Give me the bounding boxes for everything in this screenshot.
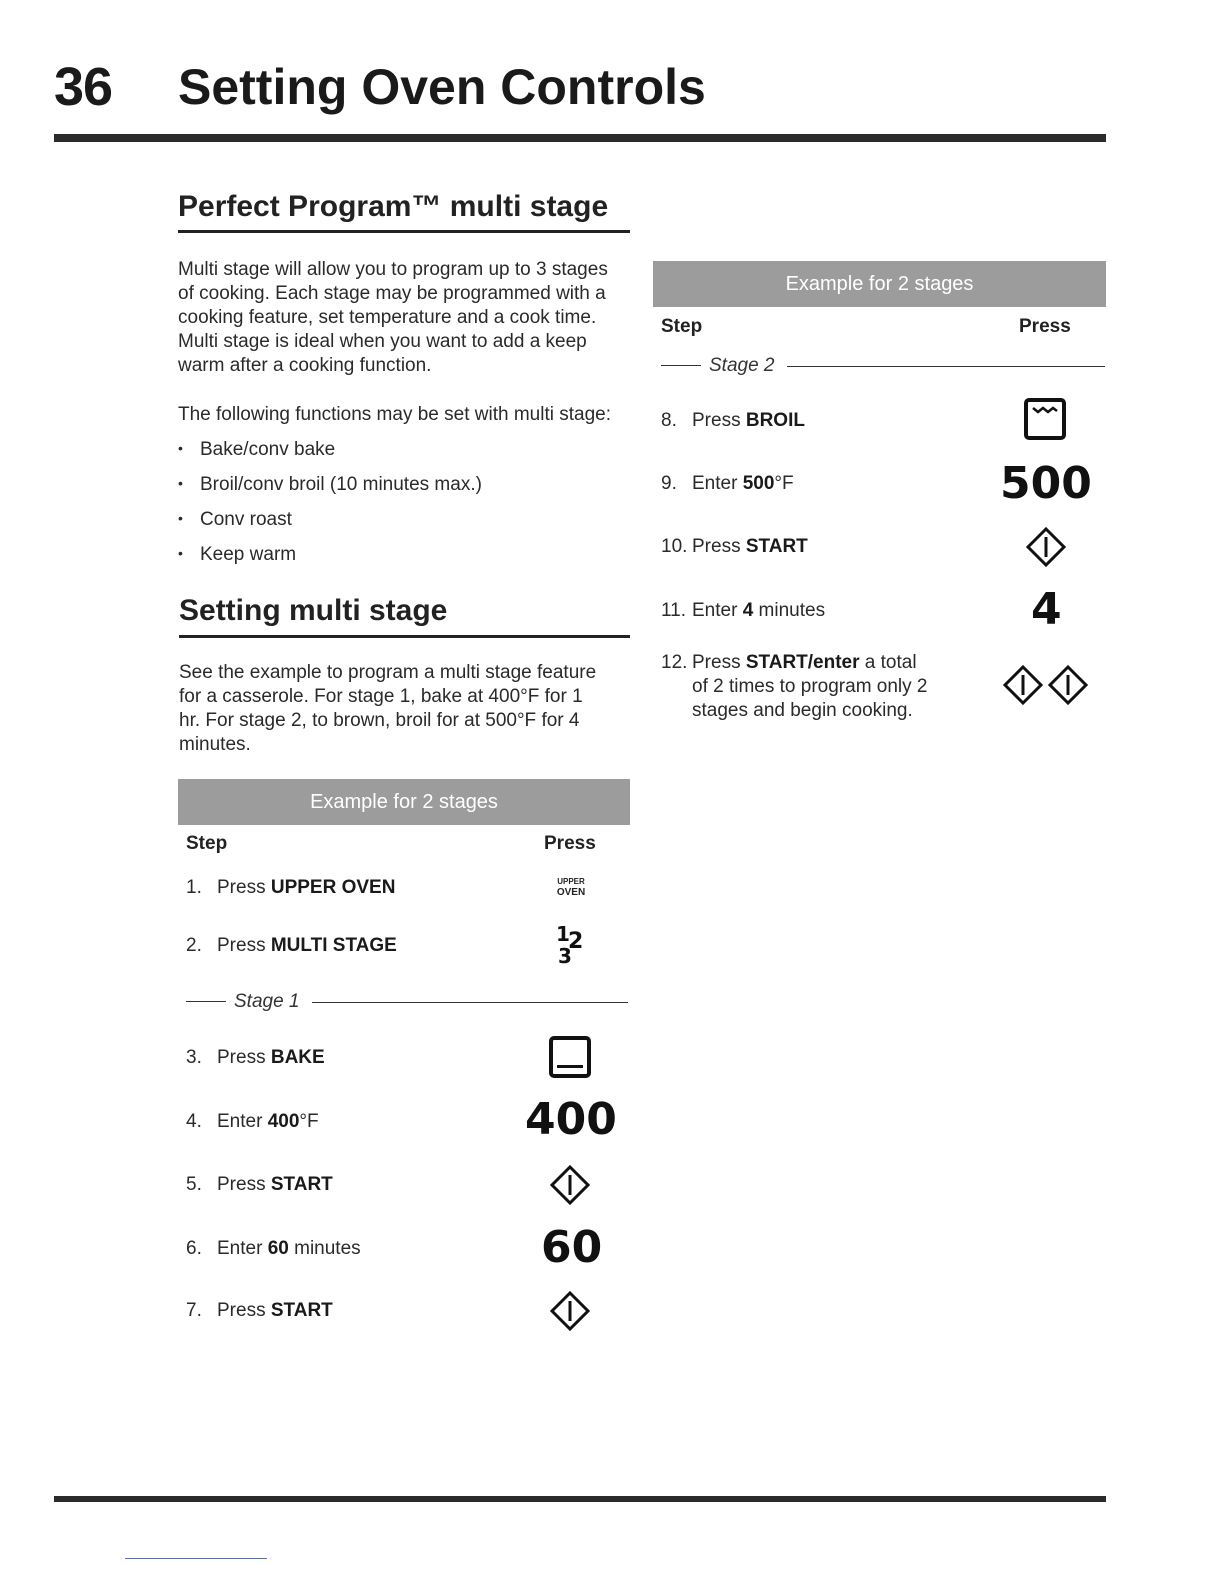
step-text: Enter [217,1111,268,1132]
multi-stage-digit: 3 [558,944,572,968]
step-key: START [270,1174,333,1195]
step-key: START [745,536,808,557]
minutes-display: 4 [1031,584,1062,635]
step-text: Press [692,652,746,673]
step-suffix: °F [774,473,794,494]
paragraph-line: hr. For stage 2, to brown, broil for at 500°F for 4 [179,710,580,731]
upper-oven-label: UPPER [557,877,585,886]
bake-icon [549,1036,591,1078]
step-text: Enter [692,473,743,494]
step-row [661,473,794,495]
step-row [186,1047,325,1069]
step-number: 10. [661,536,688,557]
stage-label: Stage 1 [234,991,300,1012]
step-key: 400 [267,1111,300,1132]
section-title-setting-multi-stage: Setting multi stage [179,594,448,627]
step-row [661,410,805,432]
multi-stage-digit: 2 [568,929,584,954]
multi-stage-key-icon [554,922,594,970]
step-text: Press [217,1174,271,1195]
example-banner: Example for 2 stages [653,261,1106,307]
paragraph-line: warm after a cooking function. [178,355,432,376]
step-key: BAKE [270,1047,325,1068]
start-icon [549,1290,591,1332]
step-number: 12. [661,652,688,673]
divider-line [661,365,701,366]
step-text: Enter [692,600,743,621]
step-key: UPPER OVEN [270,877,396,898]
step-text: Press [217,877,271,898]
step-key: 60 [267,1238,289,1259]
header-divider [54,134,1106,142]
list-item: • Bake/conv bake [178,439,336,460]
step-number: 5. [186,1174,202,1195]
divider-line [186,1001,226,1002]
column-header-step: Step [661,316,703,337]
functions-list [178,438,482,578]
step-continuation: stages and begin cooking. [692,700,913,721]
upper-oven-label: OVEN [556,887,586,898]
column-header-press: Press [544,833,596,854]
list-item: • Conv roast [178,509,292,530]
list-item-label: Keep warm [200,544,297,565]
step-row [186,1300,333,1322]
section-divider [178,230,630,233]
page-number: 36 [54,57,113,117]
step-row [186,1238,361,1260]
stage-1-divider [186,991,628,1013]
step-suffix: minutes [753,600,826,621]
step-number: 7. [186,1300,202,1321]
section-paragraph [178,258,638,378]
divider-line [312,1002,628,1003]
list-item-label: Broil/conv broil (10 minutes max.) [200,474,482,495]
stage-2-divider [661,355,1105,377]
start-icon [1002,664,1044,706]
minutes-display: 60 [541,1222,603,1273]
footer-divider [54,1496,1106,1502]
step-key: START/enter [745,652,860,673]
paragraph-line: cooking feature, set temperature and a cook time. [178,307,597,328]
section-paragraph [179,661,629,757]
page-title: Setting Oven Controls [178,59,706,115]
list-item-label: Bake/conv bake [200,439,336,460]
step-text: Enter [217,1238,268,1259]
step-number: 2. [186,935,202,956]
paragraph-line: Multi stage will allow you to program up to 3 stages [178,259,608,280]
column-header-press: Press [1019,316,1071,337]
functions-intro: The following functions may be set with multi stage: [178,404,611,425]
paragraph-line: Multi stage is ideal when you want to add a keep [178,331,587,352]
footer-underline [125,1558,267,1559]
step-row [186,877,395,899]
list-item: • Keep warm [178,544,297,565]
step-text: Press [692,536,746,557]
temperature-display: 400 [525,1094,617,1145]
step-suffix: °F [299,1111,319,1132]
step-text: Press [692,410,746,431]
step-key: 500 [742,473,775,494]
step-row [186,1111,319,1133]
section-divider [179,635,630,638]
step-number: 4. [186,1111,202,1132]
step-number: 8. [661,410,677,431]
step-text: Press [217,1047,271,1068]
step-text: Press [217,1300,271,1321]
step-number: 1. [186,877,202,898]
step-continuation: of 2 times to program only 2 [692,676,928,697]
column-header-step: Step [186,833,228,854]
start-icon [1025,526,1067,568]
section-title-perfect-program: Perfect Program™ multi stage [178,190,609,223]
step-row [661,651,928,723]
temperature-display: 500 [1000,458,1092,509]
step-number: 3. [186,1047,202,1068]
upper-oven-key-icon [551,876,591,898]
step-suffix: a total [859,652,917,673]
step-row [661,536,808,558]
step-number: 6. [186,1238,202,1259]
step-number: 9. [661,473,677,494]
step-key: START [270,1300,333,1321]
broil-icon [1024,398,1066,440]
step-text: Press [217,935,271,956]
step-row [661,600,825,622]
step-row [186,935,397,957]
paragraph-line: for a casserole. For stage 1, bake at 400°F for 1 [179,686,583,707]
step-number: 11. [661,600,687,621]
paragraph-line: See the example to program a multi stage feature [179,662,597,683]
divider-line [787,366,1105,367]
step-key: BROIL [745,410,805,431]
paragraph-line: minutes. [179,734,251,755]
start-icon [1047,664,1089,706]
list-item: • Broil/conv broil (10 minutes max.) [178,474,482,495]
paragraph-line: of cooking. Each stage may be programmed with a [178,283,606,304]
multi-stage-digit: 1 [556,922,570,946]
example-banner: Example for 2 stages [178,779,630,825]
list-item-label: Conv roast [200,509,292,530]
start-icon [549,1164,591,1206]
stage-label: Stage 2 [709,355,775,376]
step-suffix: minutes [288,1238,361,1259]
step-key: MULTI STAGE [270,935,397,956]
step-row [186,1174,333,1196]
step-key: 4 [742,600,754,621]
